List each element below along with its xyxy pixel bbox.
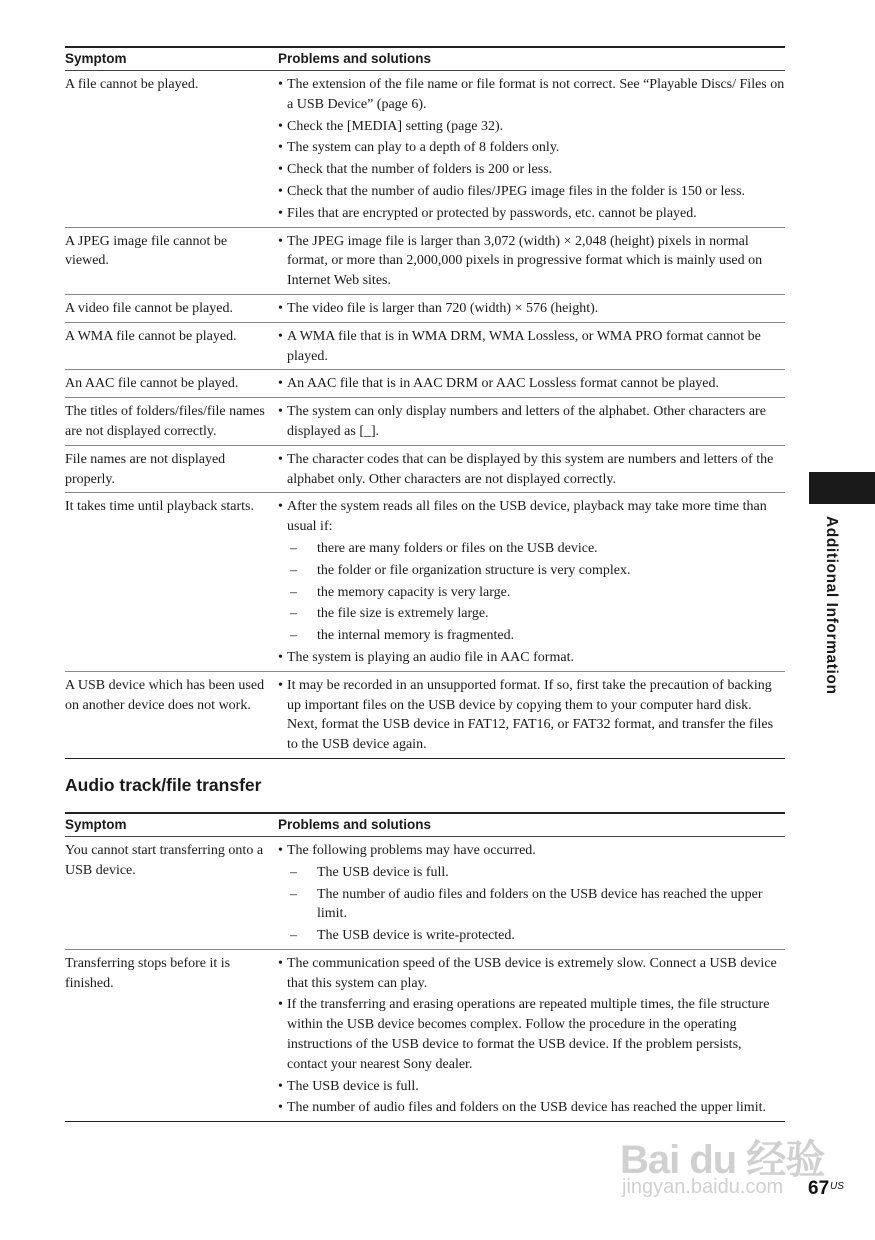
- symptom-cell: Transferring stops before it is finished.: [65, 949, 278, 1121]
- bullet-marker: •: [278, 300, 283, 316]
- solution-item: [278, 954, 785, 994]
- bullet-marker: •: [278, 677, 283, 693]
- dash-marker: –: [290, 864, 297, 880]
- dash-marker: –: [290, 606, 297, 622]
- solution-item: [278, 1098, 785, 1118]
- table-row: [65, 227, 785, 294]
- symptom-cell: The titles of folders/files/file names are not displayed correctly.: [65, 398, 278, 446]
- bullet-marker: •: [278, 183, 283, 199]
- solution-item: [278, 841, 785, 861]
- solution-item: [278, 204, 785, 224]
- solution-item: [278, 75, 785, 115]
- symptom-cell: A video file cannot be played.: [65, 294, 278, 322]
- symptom-cell: You cannot start transferring onto a USB device.: [65, 836, 278, 949]
- section-title: Audio track/file transfer: [65, 774, 262, 795]
- side-tab-marker: [809, 472, 875, 504]
- solution-text: It may be recorded in an unsupported format. If so, first take the precaution of backing up important files on the USB device by copying them to your computer hard disk. Next, format the USB device in FAT12, FAT16, or FAT32 format, and transfer the files to the USB device again.: [287, 677, 774, 753]
- solution-item: [278, 117, 785, 137]
- solutions-cell: [278, 445, 785, 493]
- symptom-cell: It takes time until playback starts.: [65, 493, 278, 671]
- table-row: [65, 322, 785, 370]
- solution-text: The video file is larger than 720 (width) × 576 (height).: [287, 300, 599, 316]
- dash-marker: –: [290, 562, 297, 578]
- watermark-url: jingyan.baidu.com: [622, 1176, 784, 1198]
- table-row: [65, 294, 785, 322]
- solutions-cell: [278, 949, 785, 1121]
- sub-item-text: the file size is extremely large.: [317, 606, 489, 622]
- table-row: [65, 949, 785, 1121]
- solution-text: The number of audio files and folders on the USB device has reached the upper limit.: [287, 1100, 766, 1116]
- solution-text: The extension of the file name or file format is not correct. See “Playable Discs/ Files on a USB Device” (page 6).: [287, 77, 785, 112]
- sub-item: [278, 583, 785, 603]
- bullet-marker: •: [278, 140, 283, 156]
- solutions-cell: [278, 671, 785, 758]
- sub-item-text: The USB device is full.: [317, 864, 449, 880]
- sub-item-text: there are many folders or files on the USB device.: [317, 540, 598, 556]
- symptom-cell: An AAC file cannot be played.: [65, 370, 278, 398]
- table-row: [65, 71, 785, 228]
- header-symptom: Symptom: [65, 47, 278, 71]
- dash-marker: –: [290, 540, 297, 556]
- sub-item: [278, 539, 785, 559]
- bullet-marker: •: [278, 955, 283, 971]
- solution-item: [278, 402, 785, 442]
- table-row: [65, 493, 785, 671]
- symptom-cell: File names are not displayed properly.: [65, 445, 278, 493]
- solution-text: Check that the number of folders is 200 or less.: [287, 162, 553, 178]
- table-header-row: [65, 813, 785, 837]
- dash-marker: –: [290, 628, 297, 644]
- solution-item: [278, 995, 785, 1074]
- bullet-marker: •: [278, 451, 283, 467]
- solution-text: The JPEG image file is larger than 3,072 (width) × 2,048 (height) pixels in normal format, or more than 2,000,000 pixels in progressive format which is mainly used on Internet Web sites.: [287, 233, 763, 289]
- header-problems-solutions: Problems and solutions: [278, 47, 785, 71]
- solutions-cell: [278, 322, 785, 370]
- bullet-marker: •: [278, 997, 283, 1013]
- solution-item: [278, 182, 785, 202]
- solutions-cell: [278, 370, 785, 398]
- sub-item: [278, 561, 785, 581]
- solution-text: Check that the number of audio files/JPEG image files in the folder is 150 or less.: [287, 183, 746, 199]
- sub-item: [278, 885, 785, 925]
- solution-item: [278, 327, 785, 367]
- solution-item: [278, 497, 785, 537]
- sub-item: [278, 604, 785, 624]
- sub-item-text: the folder or file organization structure is very complex.: [317, 562, 631, 578]
- table-row: [65, 445, 785, 493]
- bullet-marker: •: [278, 162, 283, 178]
- bullet-marker: •: [278, 77, 283, 92]
- symptom-cell: A file cannot be played.: [65, 71, 278, 228]
- solution-text: The system can only display numbers and letters of the alphabet. Other characters are displayed as [_].: [287, 404, 766, 439]
- troubleshooting-table: [65, 46, 785, 759]
- table-header-row: [65, 47, 785, 71]
- page-content: [65, 46, 785, 1122]
- solution-text: The USB device is full.: [287, 1078, 419, 1094]
- solutions-cell: [278, 294, 785, 322]
- solution-item: [278, 299, 785, 319]
- sub-item-text: the memory capacity is very large.: [317, 584, 511, 600]
- dash-marker: –: [290, 584, 297, 600]
- solution-text: The character codes that can be displayed by this system are numbers and letters of the alphabet only. Other characters are not displayed correctly.: [287, 451, 774, 487]
- bullet-marker: •: [278, 328, 283, 344]
- sub-item: [278, 863, 785, 883]
- solution-item: [278, 1077, 785, 1097]
- solution-text: A WMA file that is in WMA DRM, WMA Lossless, or WMA PRO format cannot be played.: [287, 328, 761, 364]
- bullet-marker: •: [278, 499, 283, 515]
- solution-text: Files that are encrypted or protected by passwords, etc. cannot be played.: [287, 205, 697, 221]
- solutions-cell: [278, 398, 785, 446]
- bullet-marker: •: [278, 376, 283, 392]
- page-number: 67: [808, 1178, 830, 1199]
- solution-text: The following problems may have occurred.: [287, 842, 536, 858]
- table-row: [65, 370, 785, 398]
- solutions-cell: [278, 836, 785, 949]
- solution-item: [278, 160, 785, 180]
- bullet-marker: •: [278, 404, 283, 420]
- solutions-cell: [278, 493, 785, 671]
- bullet-marker: •: [278, 233, 283, 249]
- table-row: [65, 398, 785, 446]
- sub-item-text: the internal memory is fragmented.: [317, 628, 515, 644]
- solution-text: The system is playing an audio file in AAC format.: [287, 649, 574, 665]
- symptom-cell: A USB device which has been used on another device does not work.: [65, 671, 278, 758]
- sub-item-text: The USB device is write-protected.: [317, 928, 515, 944]
- solution-item: [278, 648, 785, 668]
- solution-item: [278, 138, 785, 158]
- solution-text: An AAC file that is in AAC DRM or AAC Lossless format cannot be played.: [287, 376, 720, 392]
- table-row: [65, 671, 785, 758]
- table-row: [65, 836, 785, 949]
- solution-text: After the system reads all files on the USB device, playback may take more time than usual if:: [287, 499, 767, 535]
- dash-marker: –: [290, 928, 297, 944]
- bullet-marker: •: [278, 1100, 283, 1116]
- bullet-marker: •: [278, 118, 283, 134]
- solution-item: [278, 232, 785, 291]
- solution-text: The system can play to a depth of 8 folders only.: [287, 140, 560, 156]
- dash-marker: –: [290, 886, 297, 902]
- symptom-cell: A WMA file cannot be played.: [65, 322, 278, 370]
- bullet-marker: •: [278, 205, 283, 221]
- sub-item: [278, 626, 785, 646]
- solution-item: [278, 374, 785, 394]
- header-problems-solutions: Problems and solutions: [278, 813, 785, 837]
- solutions-cell: [278, 227, 785, 294]
- solution-text: If the transferring and erasing operations are repeated multiple times, the file structure within the USB device becomes complex. Follow the procedure in the operating instructions of the USB device to format the USB device. If the problem persists, contact your nearest Sony dealer.: [287, 997, 770, 1072]
- page-number-suffix: US: [830, 1181, 844, 1192]
- solution-text: Check the [MEDIA] setting (page 32).: [287, 118, 504, 134]
- side-section-label: Additional Information: [823, 516, 840, 695]
- solution-item: [278, 450, 785, 490]
- bullet-marker: •: [278, 1078, 283, 1094]
- watermark-logo: Bai du 经验: [620, 1138, 825, 1182]
- bullet-marker: •: [278, 842, 283, 858]
- header-symptom: Symptom: [65, 813, 278, 837]
- solution-text: The communication speed of the USB device is extremely slow. Connect a USB device that this system can play.: [287, 955, 777, 991]
- sub-item: [278, 926, 785, 946]
- sub-item-text: The number of audio files and folders on the USB device has reached the upper limit.: [317, 886, 763, 922]
- transfer-table: [65, 812, 785, 1122]
- solutions-cell: [278, 71, 785, 228]
- symptom-cell: A JPEG image file cannot be viewed.: [65, 227, 278, 294]
- bullet-marker: •: [278, 649, 283, 665]
- solution-item: [278, 676, 785, 755]
